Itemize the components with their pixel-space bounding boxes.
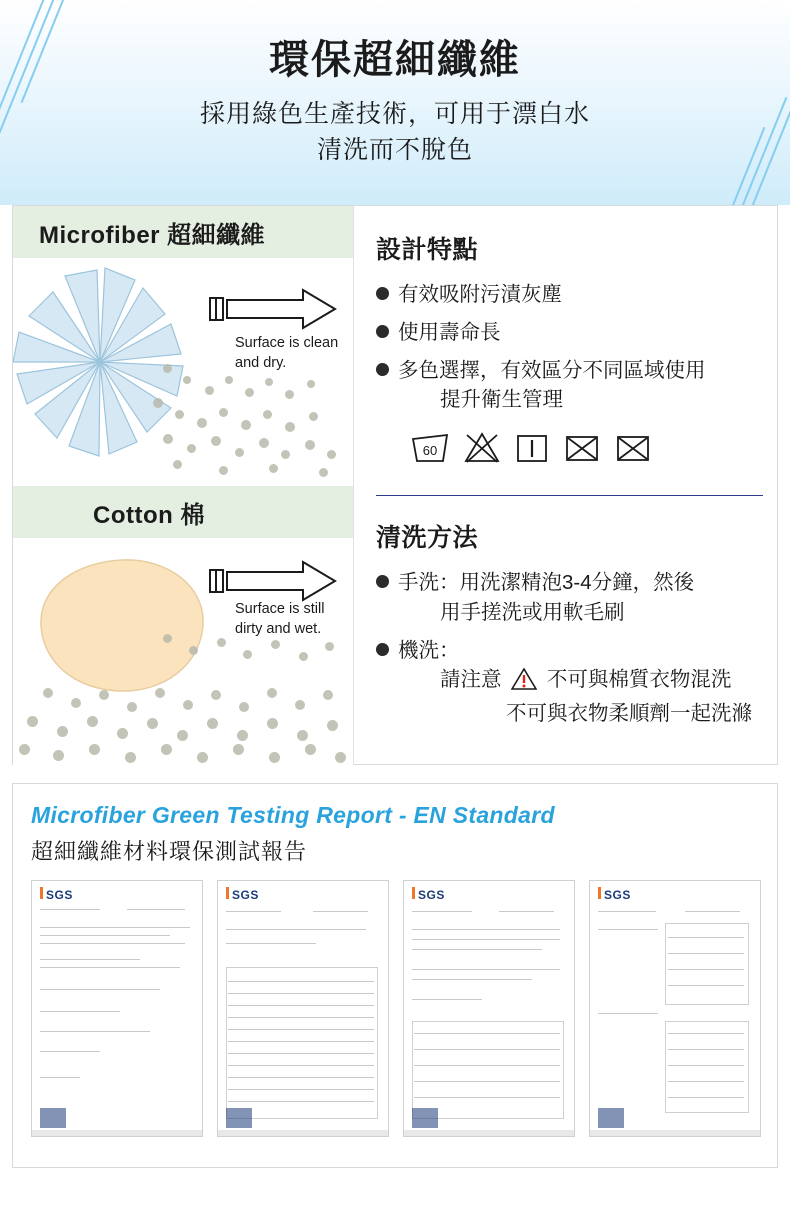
report-stamp-icon (598, 1108, 624, 1128)
report-footer-bar (590, 1130, 760, 1136)
bullet-icon (376, 325, 389, 338)
sgs-logo: SGS (418, 888, 445, 902)
cotton-demo (13, 538, 353, 766)
section-divider (376, 495, 763, 496)
wash-item (376, 636, 763, 729)
report-title-zh: 超細纖維材料環保測試報告 (31, 839, 308, 864)
sgs-bar-icon (40, 887, 43, 899)
features-title: 設計特點 (376, 236, 479, 264)
sgs-logo: SGS (604, 888, 631, 902)
wash-item (376, 568, 763, 626)
wash-label: 機洗： (398, 638, 460, 662)
wash-60-icon (410, 430, 450, 471)
no-dry-clean-icon (563, 430, 601, 471)
feature-item (376, 280, 763, 309)
report-document[interactable] (589, 880, 761, 1137)
page-title: 環保超細纖維 (269, 38, 521, 82)
microfiber-caption: Surface is clean and dry. (235, 335, 339, 371)
microfiber-fiber-diagram (13, 262, 205, 477)
report-stamp-icon (226, 1108, 252, 1128)
sgs-logo: SGS (46, 888, 73, 902)
report-footer-bar (404, 1130, 574, 1136)
report-footer-bar (32, 1130, 202, 1136)
microfiber-band: Microfiber 超細纖維 (13, 206, 353, 258)
material-comparison-column (13, 206, 354, 764)
wash-label: 手洗：用洗潔精泡3-4分鐘，然後 (398, 571, 695, 595)
warn-line-2: 不可與衣物柔順劑一起洗滌 (506, 701, 752, 725)
report-stamp-icon (412, 1108, 438, 1128)
feature-item (376, 356, 763, 414)
wash-label-indent: 用手搓洗或用軟毛刷 (440, 600, 625, 624)
report-footer-bar (218, 1130, 388, 1136)
cotton-blob-diagram (27, 554, 217, 704)
bullet-icon (376, 287, 389, 300)
testing-report-section (12, 783, 778, 1168)
warning-triangle-icon (511, 667, 537, 699)
sgs-bar-icon (226, 887, 229, 899)
page-header (0, 0, 790, 205)
svg-text:60: 60 (422, 443, 438, 459)
sgs-bar-icon (412, 887, 415, 899)
page-subtitle-line2: 清洗而不脫色 (316, 136, 473, 165)
feature-item (376, 318, 763, 347)
comparison-panel (12, 205, 778, 765)
sgs-logo: SGS (232, 888, 259, 902)
warn-prefix: 請注意 (440, 667, 502, 691)
report-document[interactable] (31, 880, 203, 1137)
microfiber-arrow-icon (209, 286, 339, 339)
microfiber-demo (13, 258, 353, 486)
warn-line-1: 不可與棉質衣物混洗 (546, 667, 732, 691)
report-document[interactable] (217, 880, 389, 1137)
report-title-en: Microfiber Green Testing Report - EN Standard (31, 802, 555, 828)
feature-label: 有效吸附污漬灰塵 (398, 283, 562, 306)
details-column (354, 206, 777, 764)
no-bleach-icon (463, 430, 501, 471)
tumble-dry-icon (514, 430, 550, 471)
feature-label: 使用壽命長 (398, 321, 501, 345)
feature-label-indent: 提升衛生管理 (440, 388, 563, 412)
feature-label: 多色選擇，有效區分不同區域使用 (398, 359, 706, 383)
cotton-caption: Surface is still dirty and wet. (235, 601, 325, 637)
report-document[interactable] (403, 880, 575, 1137)
no-iron-icon (614, 430, 652, 471)
bullet-icon (376, 575, 389, 588)
cotton-band: Cotton 棉 (13, 486, 353, 538)
bullet-icon (376, 643, 389, 656)
bullet-icon (376, 363, 389, 376)
sgs-bar-icon (598, 887, 601, 899)
wash-title: 清洗方法 (376, 524, 479, 553)
page-subtitle-line1: 採用綠色生產技術，可用于漂白水 (199, 100, 590, 128)
care-symbols (410, 430, 763, 471)
report-thumbnails (31, 880, 761, 1137)
report-stamp-icon (40, 1108, 66, 1128)
